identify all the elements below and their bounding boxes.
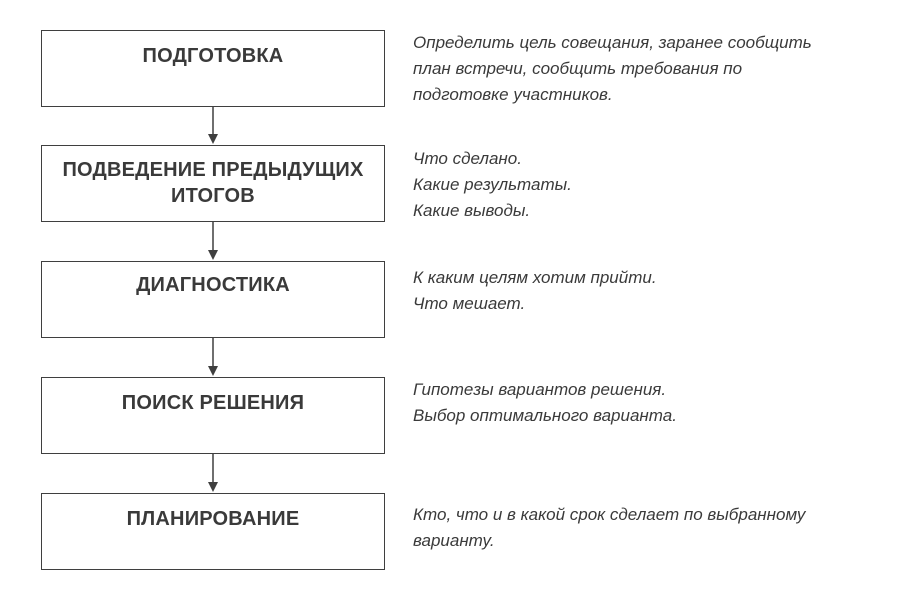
step-title-line: ИТОГОВ — [171, 185, 255, 207]
arrow-down-icon — [208, 338, 218, 376]
description-line: Какие результаты. — [413, 175, 572, 194]
description-line: подготовке участников. — [413, 85, 613, 104]
description-line: Что мешает. — [413, 294, 526, 313]
description-line: план встречи, сообщить требования по — [413, 59, 743, 78]
step-title-line: ПОИСК РЕШЕНИЯ — [121, 392, 305, 414]
description-line: Гипотезы вариантов решения. — [413, 380, 667, 399]
description-line: Выбор оптимального варианта. — [413, 406, 677, 425]
description-line: Определить цель совещания, заранее сообщить — [413, 33, 812, 52]
arrow-down-icon — [208, 222, 218, 260]
step-title-line: ДИАГНОСТИКА — [136, 274, 290, 296]
description-line: варианту. — [413, 531, 495, 550]
step-title-line: ПОДВЕДЕНИЕ ПРЕДЫДУЩИХ — [62, 159, 364, 181]
description-line: К каким целям хотим прийти. — [413, 268, 657, 287]
description-line: Кто, что и в какой срок сделает по выбранному — [413, 505, 806, 524]
step-title-line: ПЛАНИРОВАНИЕ — [126, 508, 300, 530]
step-title-line: ПОДГОТОВКА — [142, 45, 284, 67]
arrow-down-icon — [208, 107, 218, 144]
arrow-down-icon — [208, 454, 218, 492]
description-line: Что сделано. — [413, 149, 522, 168]
description-line: Какие выводы. — [413, 201, 531, 220]
